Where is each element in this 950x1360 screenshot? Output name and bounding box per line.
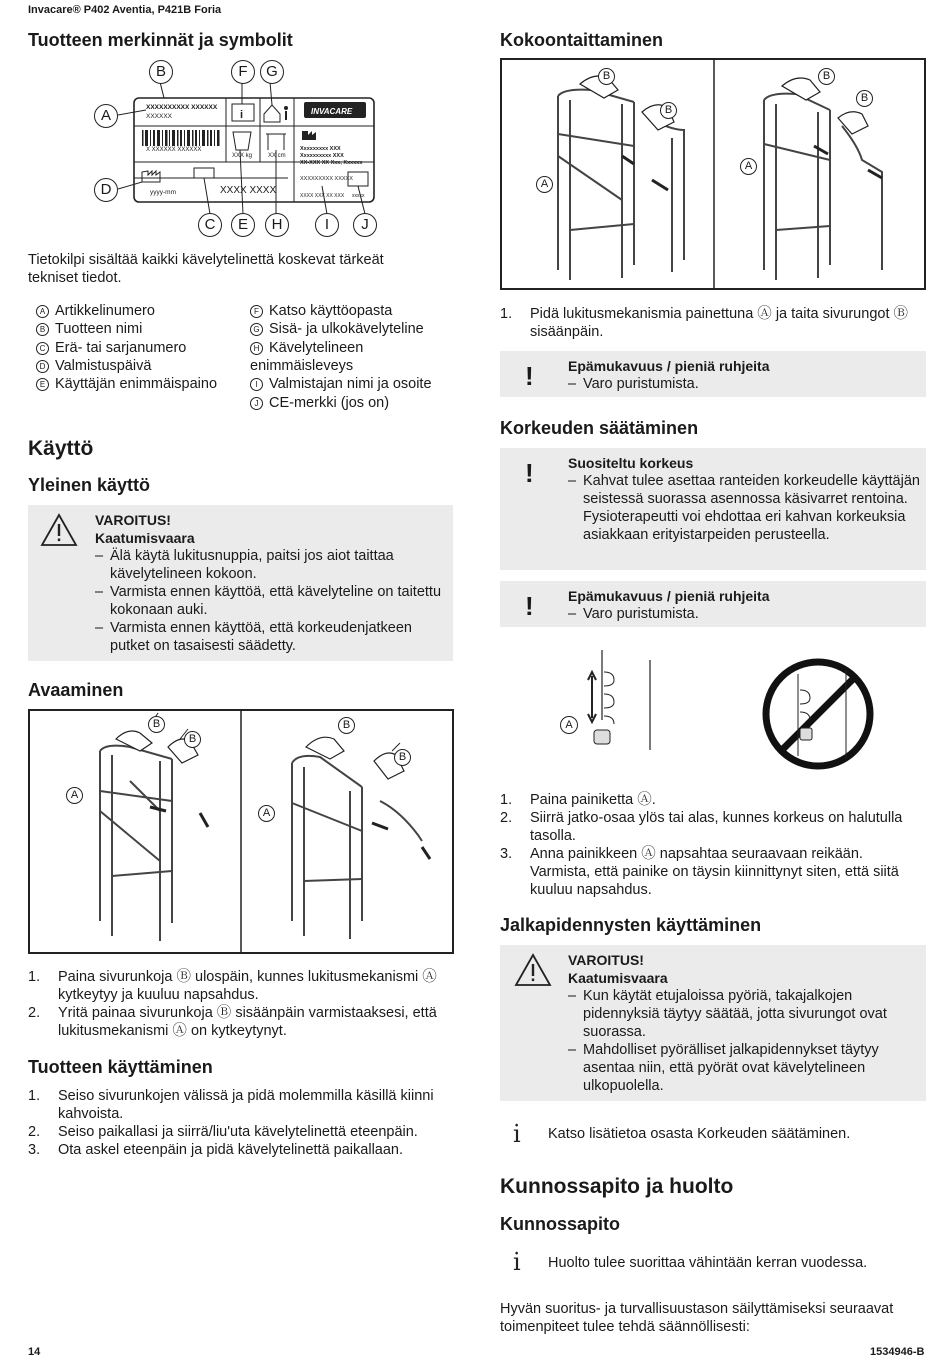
callout-e: E [231, 213, 255, 237]
label-text-1: XXXXXXXXXX XXXXXX [146, 104, 218, 111]
caution-title: Epämukavuus / pieniä ruhjeita [568, 588, 770, 604]
folding-title: Kokoontaittaminen [500, 30, 664, 50]
warning-title: VAROITUS! [568, 952, 644, 968]
figure-callout-b: B [148, 716, 165, 733]
legend-item-d: D Valmistuspäivä [36, 357, 151, 375]
figure-callout-b: B [818, 68, 835, 85]
label-date-text: yyyy-mm [150, 189, 176, 196]
label-width-text: XX cm [268, 153, 286, 159]
caution-box [500, 351, 926, 397]
figure-callout-a: A [560, 716, 578, 734]
svg-text:i: i [513, 1120, 521, 1148]
callout-d: D [94, 178, 118, 202]
warning-item: – Varmista ennen käyttöä, että korkeudenjatkeen putket on tasaisesti säädetty. [95, 619, 445, 655]
use-title: Tuotteen käyttäminen [28, 1057, 213, 1077]
list-item: 1. Pidä lukitusmekanismia painettuna Ⓐ ja taita sivurungot Ⓑ sisäänpäin. [500, 306, 908, 340]
callout-c: C [198, 213, 222, 237]
recommend-box [500, 448, 926, 570]
label-intro: Tietokilpi sisältää kaikki kävelytelinettä koskevat tärkeät tekniset tiedot. [28, 252, 384, 286]
list-item: 2. Yritä painaa sivurunkoja Ⓑ sisäänpäin varmistaaksesi, että lukitusmekanismi Ⓐ on kytkeytynyt. [28, 1005, 437, 1039]
maintenance-subtitle: Kunnossapito [500, 1214, 620, 1234]
warning-box [28, 505, 453, 661]
callout-i: I [315, 213, 339, 237]
legend-item-g: G Sisä- ja ulkokävelyteline [250, 320, 424, 338]
legend-item-c: C Erä- tai sarjanumero [36, 339, 186, 357]
caution-box-2 [500, 581, 926, 627]
foot-extensions-title: Jalkapidennysten käyttäminen [500, 915, 762, 935]
warning-item: – Varmista ennen käyttöä, että kävelyteline on taitettu kokonaan auki. [95, 583, 445, 619]
caution-item: – Varo puristumista. [568, 605, 918, 623]
legend-item-j: J CE-merkki (jos on) [250, 394, 389, 412]
caution-title: Epämukavuus / pieniä ruhjeita [568, 358, 770, 374]
warning-item: – Kun käytät etujaloissa pyöriä, takajalkojen pidennyksiä täytyy säätää, jotta sivurungot ovat suorassa. [568, 987, 918, 1041]
figure-callout-a: A [258, 805, 275, 822]
running-header: Invacare® P402 Aventia, P421B Foria [28, 4, 222, 16]
label-mfr-2: Xxxxxxxxxx XXX [300, 153, 344, 159]
figure-callout-b: B [394, 749, 411, 766]
figure-callout-b: B [856, 90, 873, 107]
height-drawing [560, 650, 900, 770]
figure-callout-b: B [184, 731, 201, 748]
warning-subtitle: Kaatumisvaara [95, 530, 195, 546]
warning-triangle-icon [514, 953, 552, 987]
warning-box-2 [500, 945, 926, 1101]
warning-list [568, 987, 918, 1095]
info-icon [508, 1248, 530, 1281]
usage-title: Käyttö [28, 437, 94, 460]
label-text-2: XXXXXX [146, 113, 173, 120]
svg-text:i: i [240, 109, 244, 121]
warning-title: VAROITUS! [95, 512, 171, 528]
list-item: 1. Paina sivurunkoja Ⓑ ulospäin, kunnes lukitusmekanismi Ⓐ kytkeytyy ja kuuluu napsahdus. [28, 969, 437, 1003]
maintenance-text: Hyvän suoritus- ja turvallisuustason säilyttämiseksi seuraavat toimenpiteet tulee tehdä säännöllisesti: [500, 1301, 894, 1335]
callout-f: F [231, 60, 255, 84]
figure-callout-b: B [598, 68, 615, 85]
figure-callout-b: B [338, 717, 355, 734]
warning-item: – Älä käytä lukitusnuppia, paitsi jos aiot taittaa kävelytelineen kokoon. [95, 547, 445, 583]
warning-list [95, 547, 445, 655]
svg-text:i: i [513, 1248, 521, 1276]
info-icon [508, 1120, 530, 1153]
list-item: 2. Seiso paikallasi ja siirrä/liu'uta kävelytelinettä eteenpäin. [28, 1124, 418, 1140]
general-use-title: Yleinen käyttö [28, 475, 151, 495]
list-item: 3. Ota askel eteenpäin ja pidä kävelytelinettä paikallaan. [28, 1142, 404, 1158]
caution-item: – Varo puristumista. [568, 375, 918, 393]
document-number: 1534946-B [870, 1346, 925, 1358]
svg-text:INVACARE: INVACARE [311, 107, 353, 116]
label-addr-text: XXXX XXX XX XXX [300, 193, 345, 199]
legend-item-e: E Käyttäjän enimmäispaino [36, 375, 217, 393]
opening-figure [28, 709, 454, 954]
callout-a: A [94, 104, 118, 128]
recommend-title: Suositeltu korkeus [568, 455, 694, 471]
label-serial-text: XXXX XXXX [220, 185, 277, 196]
opening-drawing [30, 711, 452, 952]
folding-steps [500, 305, 926, 341]
use-steps [28, 1087, 453, 1159]
height-title: Korkeuden säätäminen [500, 418, 699, 438]
height-steps [500, 791, 926, 899]
info-note-service: Huolto tulee suorittaa vähintään kerran vuodessa. [548, 1255, 868, 1271]
exclamation-icon: ! [525, 591, 534, 621]
recommend-item: – Kahvat tulee asettaa ranteiden korkeudelle käyttäjän seistessä suorassa asennossa käsivarret rentoina. Fysioterapeutti voi ehdottaa eri kahvan korkeuksia asiakkaan erityistarpeiden perusteella. [568, 472, 920, 544]
list-item: 1. Seiso sivurunkojen välissä ja pidä molemmilla käsillä kiinni kahvoista. [28, 1088, 434, 1122]
figure-callout-a: A [536, 176, 553, 193]
height-figure [560, 650, 900, 770]
symbols-title: Tuotteen merkinnät ja symbolit [28, 30, 293, 50]
product-label-figure [90, 58, 400, 238]
label-drawing [90, 58, 400, 238]
list-item: 1. Paina painiketta Ⓐ. [500, 792, 656, 808]
exclamation-icon: ! [525, 361, 534, 391]
legend-item-a: A Artikkelinumero [36, 302, 155, 320]
callout-h: H [265, 213, 289, 237]
legend-item-f: F Katso käyttöopasta [250, 302, 392, 320]
label-barcode-text: X XXXXXX XXXXXX [146, 147, 202, 153]
legend-item-i: I Valmistajan nimi ja osoite [250, 375, 432, 393]
folding-figure [500, 58, 926, 290]
warning-triangle-icon [40, 513, 78, 547]
list-item: 2. Siirrä jatko-osaa ylös tai alas, kunnes korkeus on halutulla tasolla. [500, 810, 903, 844]
figure-callout-a: A [66, 787, 83, 804]
label-ce-text: xxxxx [352, 193, 365, 199]
label-mfr-1: Xxxxxxxxx XXX [300, 146, 341, 152]
callout-g: G [260, 60, 284, 84]
page-number: 14 [28, 1346, 41, 1358]
legend-item-b: B Tuotteen nimi [36, 320, 142, 338]
exclamation-icon: ! [525, 458, 534, 488]
opening-title: Avaaminen [28, 680, 124, 700]
warning-subtitle: Kaatumisvaara [568, 970, 668, 986]
figure-callout-a: A [740, 158, 757, 175]
label-mfr-3: XX-XXX XX Xxx, Xxxxxx [300, 160, 363, 166]
callout-j: J [353, 213, 377, 237]
info-note-height: Katso lisätietoa osasta Korkeuden säätäminen. [548, 1126, 851, 1142]
label-lot-text: XXXXXXXXX XXXXX [300, 176, 353, 182]
maintenance-title: Kunnossapito ja huolto [500, 1175, 734, 1198]
label-weight-text: XXX kg [232, 153, 253, 159]
warning-item: – Mahdolliset pyörälliset jalkapidennykset täytyy asentaa niin, että pyörät ovat kävelytelineen ulkopuolella. [568, 1041, 918, 1095]
list-item: 3. Anna painikkeen Ⓐ napsahtaa seuraavaan reikään. Varmista, että painike on täysin kiinnittynyt siten, että siitä kuuluu napsahdus. [500, 846, 899, 898]
legend-item-h-cont: enimmäisleveys [250, 358, 354, 374]
figure-callout-b: B [660, 102, 677, 119]
opening-steps [28, 968, 453, 1040]
callout-b: B [149, 60, 173, 84]
legend-item-h: H Kävelytelineen [250, 339, 363, 357]
